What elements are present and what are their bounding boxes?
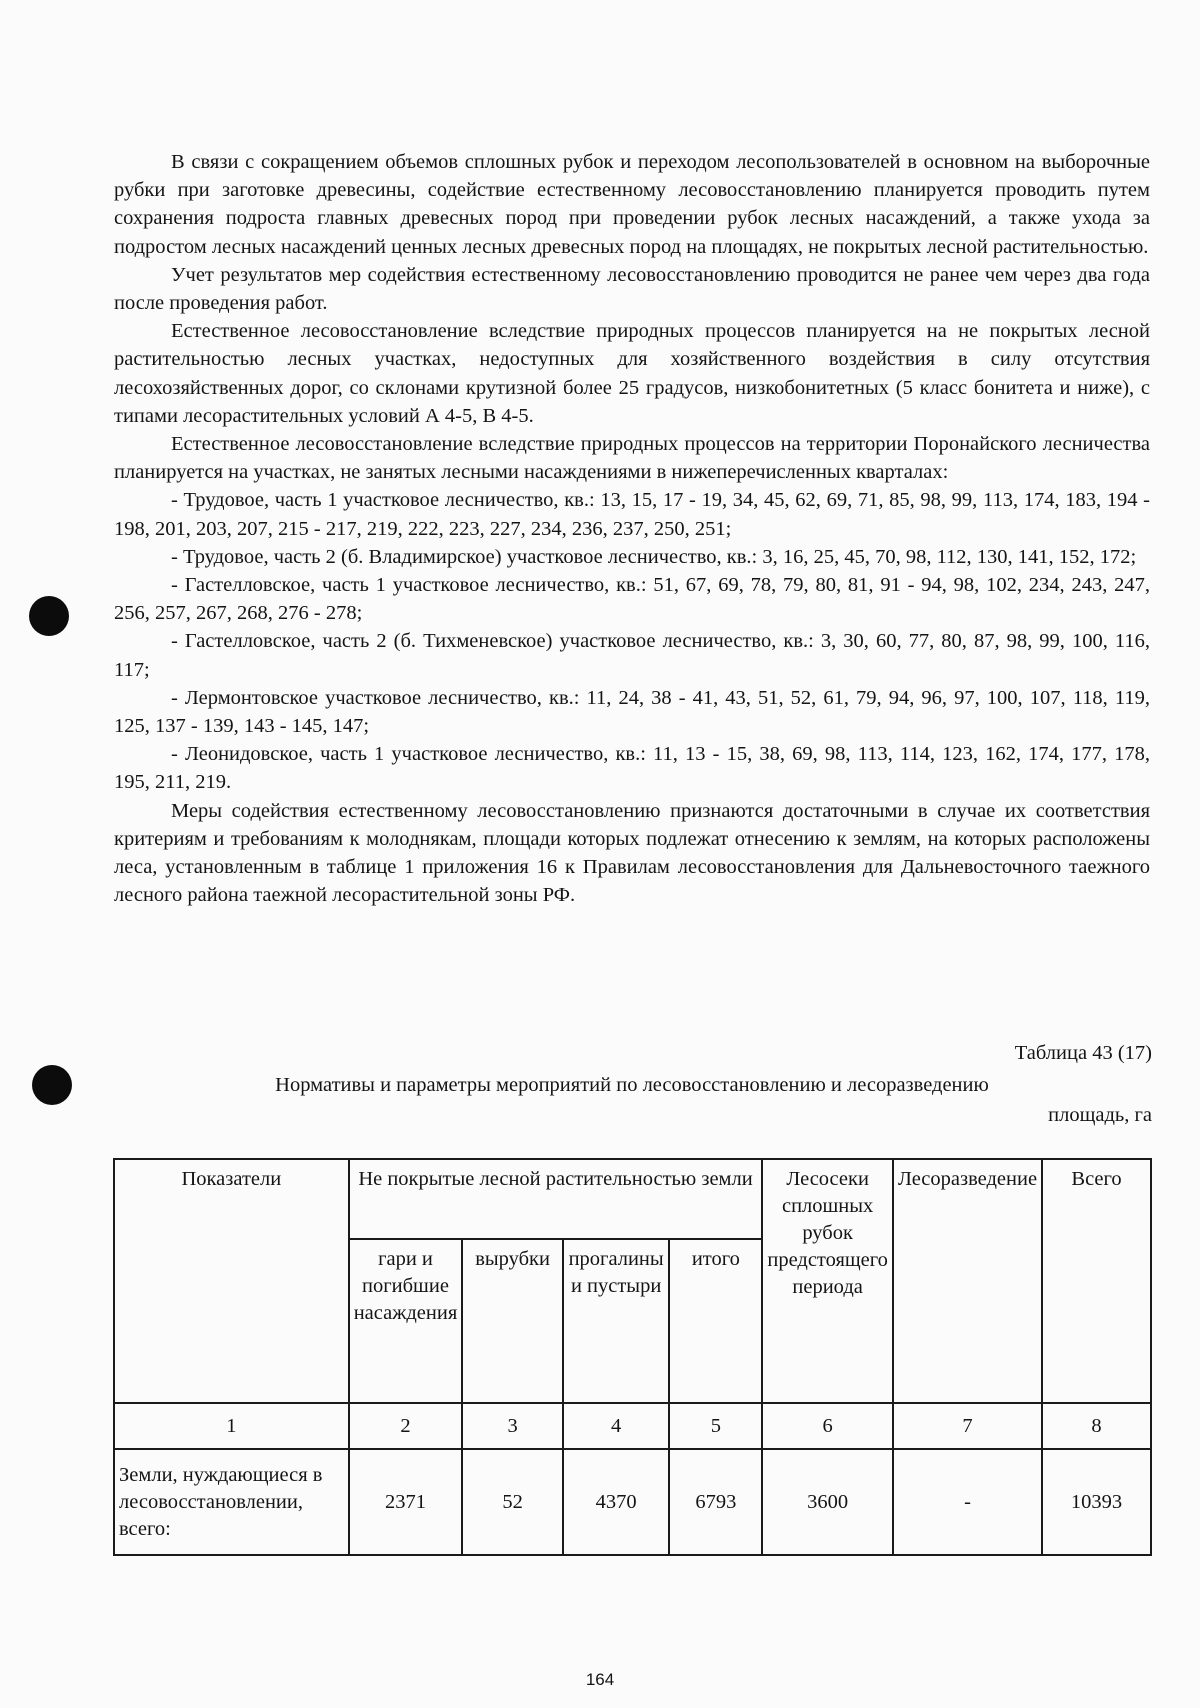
column-number: 1 [114,1403,349,1449]
column-number: 5 [669,1403,762,1449]
header-felling: Лесосеки сплошных рубок предстоящего периода [762,1159,893,1403]
paragraph: Меры содействия естественному лесовосстановлению признаются достаточными в случае их соответствия критериям и требованиям к молоднякам, площади которых подлежат отнесению к землям, на которых расположены леса, установленным в таблице 1 приложения 16 к Правилам лесовосстановления для Дальневосточного таежного лесного района таежной лесорастительной зоны РФ. [114,799,1150,907]
header-burned: гари и погибшие насаждения [349,1239,463,1403]
paragraph: В связи с сокращением объемов сплошных рубок и переходом лесопользователей в основном на выборочные рубки при заготовке древесины, содействие естественному лесовосстановлению планируется проводить путем сохранения подроста главных древесных пород при проведении рубок лесных насаждений, а также ухода за подростом лесных насаждений ценных лесных древесных пород на площадях, не покрытых лесной растительностью. [114,151,1150,258]
column-number: 4 [563,1403,669,1449]
column-number: 7 [893,1403,1042,1449]
table-cell: 3600 [762,1449,893,1555]
column-number: 6 [762,1403,893,1449]
table-unit: площадь, га [1048,1104,1152,1126]
header-glades: прогалины и пустыри [563,1239,669,1403]
table-cell: - [893,1449,1042,1555]
punch-hole [32,1065,72,1105]
list-item: - Трудовое, часть 1 участковое лесничество, кв.: 13, 15, 17 - 19, 34, 45, 62, 69, 71, 85, 98, 99, 113, 174, 183, 194 - 198, 201, 203, 207, 215 - 217, 219, 222, 223, 227, 234, 236, 237, 250, 251; [114,489,1150,540]
list-item: - Трудовое, часть 2 (б. Владимирское) участковое лесничество, кв.: 3, 16, 25, 45, 70, 98, 112, 130, 141, 152, 172; [171,545,1137,568]
table-row [114,1449,1151,1555]
table-cell: 10393 [1042,1449,1151,1555]
table-number: Таблица 43 (17) [1014,1042,1152,1064]
header-total: Всего [1042,1159,1151,1403]
punch-hole [29,596,69,636]
list-item: - Гастелловское, часть 2 (б. Тихменевское) участковое лесничество, кв.: 3, 30, 60, 77, 80, 87, 98, 99, 100, 116, 117; [114,630,1150,681]
header-total-sub: итого [669,1239,762,1403]
page-number: 164 [585,1670,615,1689]
table-title: Нормативы и параметры мероприятий по лесовосстановлению и лесоразведению [275,1074,989,1096]
list-item: - Лермонтовское участковое лесничество, кв.: 11, 24, 38 - 41, 43, 51, 52, 61, 79, 94, 96, 97, 100, 107, 118, 119, 125, 137 - 139, 143 - 145, 147; [114,686,1150,738]
header-clearcuts: вырубки [462,1239,563,1403]
header-not-covered: Не покрытые лесной растительностью земли [349,1159,763,1239]
list-item: - Леонидовское, часть 1 участковое лесничество, кв.: 11, 13 - 15, 38, 69, 98, 113, 114, 123, 162, 174, 177, 178, 195, 211, 219. [114,743,1150,794]
body-text [114,148,1150,909]
table-cell: 4370 [563,1449,669,1555]
table-cell: 6793 [669,1449,762,1555]
column-number: 3 [462,1403,563,1449]
table-cell: 52 [462,1449,563,1555]
row-label: Земли, нуждающиеся в лесовосстановлении, всего: [114,1449,349,1555]
column-number: 2 [349,1403,463,1449]
list-item: - Гастелловское, часть 1 участковое лесничество, кв.: 51, 67, 69, 78, 79, 80, 81, 91 - 94, 98, 102, 234, 243, 247, 256, 257, 267, 268, 276 - 278; [114,574,1150,625]
column-number: 8 [1042,1403,1151,1449]
header-afforestation: Лесоразведение [893,1159,1042,1403]
paragraph: Естественное лесовосстановление вследствие природных процессов планируется на не покрытых лесной растительностью лесных участках, недоступных для хозяйственного воздействия в силу отсутствия лесохозяйственных дорог, со склонами крутизной более 25 градусов, низкобонитетных (5 класс бонитета и ниже), с типами лесорастительных условий А 4-5, В 4-5. [114,320,1150,427]
header-indicators: Показатели [114,1159,349,1403]
paragraph: Учет результатов мер содействия естественному лесовосстановлению проводится не ранее чем через два года после проведения работ. [114,263,1150,315]
paragraph: Естественное лесовосстановление вследствие природных процессов на территории Поронайского лесничества планируется на участках, не занятых лесными насаждениями в нижеперечисленных кварталах: [114,433,1150,484]
norms-table [113,1158,1152,1556]
table-cell: 2371 [349,1449,463,1555]
